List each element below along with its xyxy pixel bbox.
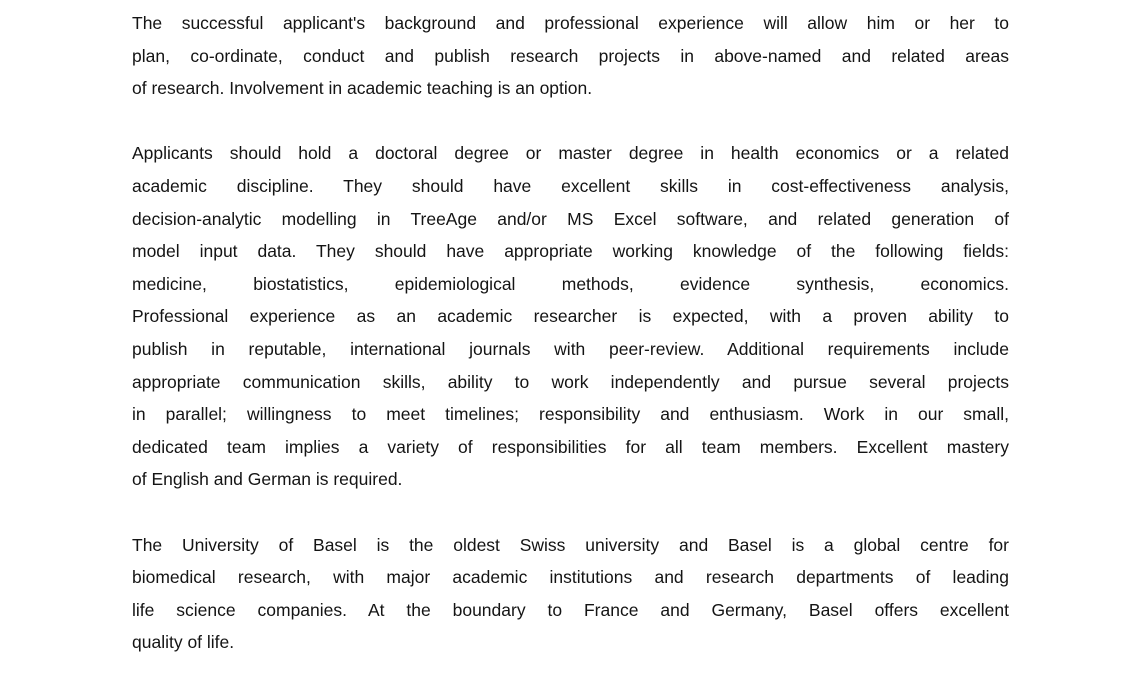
text-line: quality of life. [132,632,235,653]
text-line: Applicants should hold a doctoral degree or master degree in health economics or a related [132,143,1009,164]
paragraph [132,7,1009,105]
text-line: of English and German is required. [132,469,403,490]
document-text-body [132,7,1009,659]
text-line: medicine, biostatistics, epidemiological methods, evidence synthesis, economics. [132,273,1009,294]
text-line: decision-analytic modelling in TreeAge and/or MS Excel software, and related generation of [132,208,1009,229]
paragraph [132,529,1009,659]
text-line: Professional experience as an academic researcher is expected, with a proven ability to [132,306,1009,327]
text-line: The University of Basel is the oldest Swiss university and Basel is a global centre for [132,534,1009,555]
text-line: appropriate communication skills, ability to work independently and pursue several projects [132,371,1009,392]
text-line: dedicated team implies a variety of responsibilities for all team members. Excellent mastery [132,436,1009,457]
text-line: life science companies. At the boundary to France and Germany, Basel offers excellent [132,599,1009,620]
text-line: The successful applicant's background and professional experience will allow him or her to [132,13,1009,33]
text-line: plan, co-ordinate, conduct and publish research projects in above-named and related areas [132,45,1009,66]
text-line: publish in reputable, international journals with peer-review. Additional requirements include [132,338,1009,359]
text-line: model input data. They should have appropriate working knowledge of the following fields: [132,241,1009,262]
text-line: in parallel; willingness to meet timelines; responsibility and enthusiasm. Work in our small, [132,404,1009,425]
text-line: of research. Involvement in academic teaching is an option. [132,78,593,99]
paragraph [132,137,1009,496]
text-line: biomedical research, with major academic institutions and research departments of leading [132,567,1009,588]
text-line: academic discipline. They should have excellent skills in cost-effectiveness analysis, [132,175,1009,196]
